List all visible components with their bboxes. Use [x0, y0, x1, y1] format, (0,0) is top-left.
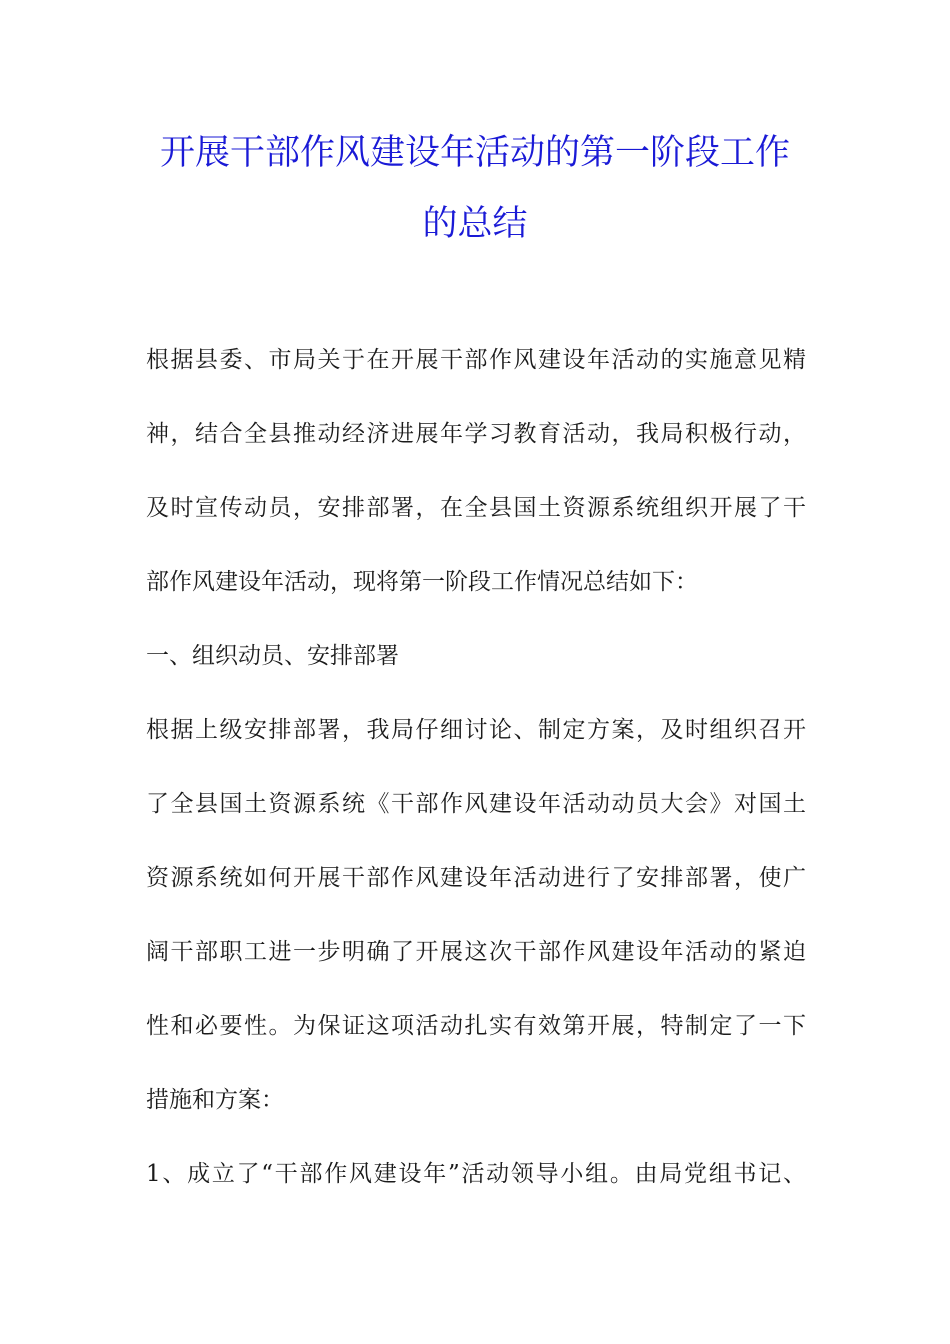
document-title-line-2: 的总结: [422, 204, 528, 244]
body-line-11: 措施和方案：: [146, 1087, 284, 1113]
section-heading-1: 一、组织动员、安排部署: [146, 643, 399, 669]
body-line-3: 及时宣传动员，安排部署，在全县国土资源系统组织开展了干: [146, 495, 806, 521]
body-line-6: 根据上级安排部署，我局仔细讨论、制定方案，及时组织召开: [146, 717, 806, 743]
body-line-9: 阔干部职工进一步明确了开展这次干部作风建设年活动的紧迫: [146, 939, 806, 965]
body-line-2: 神，结合全县推动经济进展年学习教育活动，我局积极行动，: [146, 421, 806, 447]
body-line-7: 了全县国土资源系统《干部作风建设年活动动员大会》对国土: [146, 791, 806, 817]
body-line-1: 根据县委、市局关于在开展干部作风建设年活动的实施意见精: [146, 347, 806, 373]
body-line-8: 资源系统如何开展干部作风建设年活动进行了安排部署，使广: [146, 865, 806, 891]
body-line-10: 性和必要性。为保证这项活动扎实有效第开展，特制定了一下: [146, 1013, 806, 1039]
body-line-12: 1、成立了“干部作风建设年”活动领导小组。由局党组书记、: [146, 1161, 806, 1187]
body-line-4: 部作风建设年活动，现将第一阶段工作情况总结如下：: [146, 569, 698, 595]
document-title-line-1: 开展干部作风建设年活动的第一阶段工作: [159, 133, 790, 173]
